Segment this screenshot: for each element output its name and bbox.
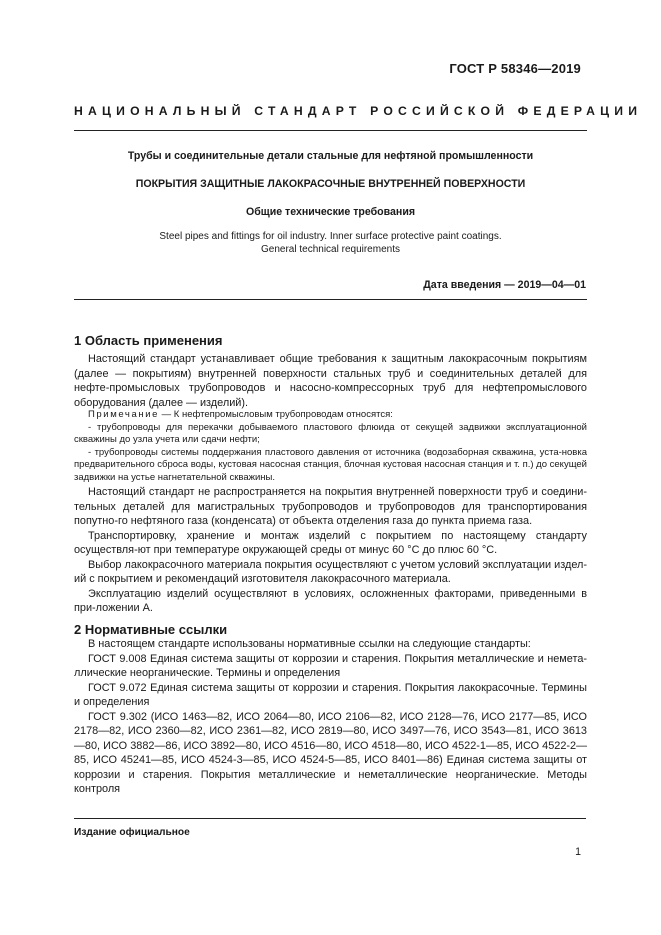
section-2-paragraph-2: ГОСТ 9.008 Единая система защиты от коррозии и старения. Покрытия металлические и немета-ллические неорганические. Термины и определения [74, 652, 587, 679]
header-divider [74, 130, 587, 131]
section-1-paragraph-1-block [74, 352, 587, 410]
section-2-paragraph-3: ГОСТ 9.072 Единая система защиты от коррозии и старения. Покрытия лакокрасочные. Термины и определения [74, 681, 587, 708]
section-1-title: 1 Область применения [74, 333, 223, 348]
english-title [74, 230, 587, 256]
introduction-date: Дата введения — 2019—04—01 [423, 279, 586, 291]
title-line-3: Общие технические требования [245, 206, 416, 218]
note-text: — К нефтепромысловым трубопроводам относятся: [159, 409, 393, 420]
title-line-1: Трубы и соединительные детали стальные для нефтяной промышленности [127, 150, 534, 162]
note-item-2: - трубопроводы системы поддержания пластового давления от источника (водозаборная скважина, уста-новка предварительного сброса воды, кустовая насосная станция, блочная кустовая насосная станция и т. п.) до секущей задвижки на устье нагнетательной скважины. [74, 446, 587, 483]
section-1-paragraph-2: Настоящий стандарт не распространяется на покрытия внутренней поверхности труб и соедини-тельных деталей для магистральных трубопроводов и трубопроводов для транспортирования попутно-го нефтяного газа (конденсата) от объекта отделения газа до пункта приема газа. [74, 486, 587, 527]
date-divider [74, 299, 587, 300]
note-heading [74, 409, 587, 422]
section-1-paragraph-5: Эксплуатацию изделий осуществляют в условиях, осложненных факторами, приведенными в при-ложении А. [74, 587, 587, 614]
section-1-paragraph-4: Выбор лакокрасочного материала покрытия осуществляют с учетом условий эксплуатации издел-ий с покрытием и рекомендаций изготовителя лакокрасочного материала. [74, 558, 587, 585]
section-2-paragraphs [74, 637, 587, 797]
section-1-paragraph-1: Настоящий стандарт устанавливает общие требования к защитным лакокрасочным покрытиям (далее — покрытиям) внутренней поверхности стальных труб и соединительных деталей для нефте-промысловых трубопроводов и насосно-компрессорных труб для нефтепромыслового оборудования (далее — изделий). [74, 353, 587, 409]
section-2-title: 2 Нормативные ссылки [74, 622, 228, 637]
english-title-line-1: Steel pipes and fittings for oil industry. Inner surface protective paint coatings. [159, 231, 502, 242]
section-1-paragraphs [74, 485, 587, 616]
national-standard-heading: НАЦИОНАЛЬНЫЙ СТАНДАРТ РОССИЙСКОЙ ФЕДЕРАЦИИ [74, 104, 643, 118]
section-1-paragraph-3: Транспортировку, хранение и монтаж изделий с покрытием по настоящему стандарту осуществля-ют при температуре окружающей среды от минус 60 °С до плюс 60 °С. [74, 529, 587, 556]
section-1-note [74, 409, 587, 485]
footer-divider [74, 818, 586, 819]
title-line-2: ПОКРЫТИЯ ЗАЩИТНЫЕ ЛАКОКРАСОЧНЫЕ ВНУТРЕННЕЙ ПОВЕРХНОСТИ [135, 178, 526, 190]
page-number: 1 [575, 846, 581, 858]
official-edition-label: Издание официальное [74, 827, 190, 838]
section-2-paragraph-1: В настоящем стандарте использованы нормативные ссылки на следующие стандарты: [88, 638, 531, 650]
english-title-line-2: General technical requirements [261, 244, 400, 255]
section-2-paragraph-4: ГОСТ 9.302 (ИСО 1463—82, ИСО 2064—80, ИСО 2106—82, ИСО 2128—76, ИСО 2177—85, ИСО 2178—82, ИСО 2360—82, ИСО 2361—82, ИСО 2819—80, ИСО 3497—76, ИСО 3543—81, ИСО 3613—80, ИСО 3882—86, ИСО 3892—80, ИСО 4516—80, ИСО 4518—80, ИСО 4522-1—85, ИСО 4522-2—85, ИСО 45241—85, ИСО 4524-3—85, ИСО 4524-5—85, ИСО 8401—86) Единая система защиты от коррозии и старения. Покрытия металлические и неметаллические неорганические. Методы контроля [74, 710, 587, 795]
note-label: Примечание [88, 409, 159, 420]
document-number: ГОСТ Р 58346—2019 [449, 61, 581, 76]
note-item-1: - трубопроводы для перекачки добываемого пластового флюида от секущей задвижки эксплуатационной скважины до узла учета или сдачи нефти; [74, 421, 587, 446]
